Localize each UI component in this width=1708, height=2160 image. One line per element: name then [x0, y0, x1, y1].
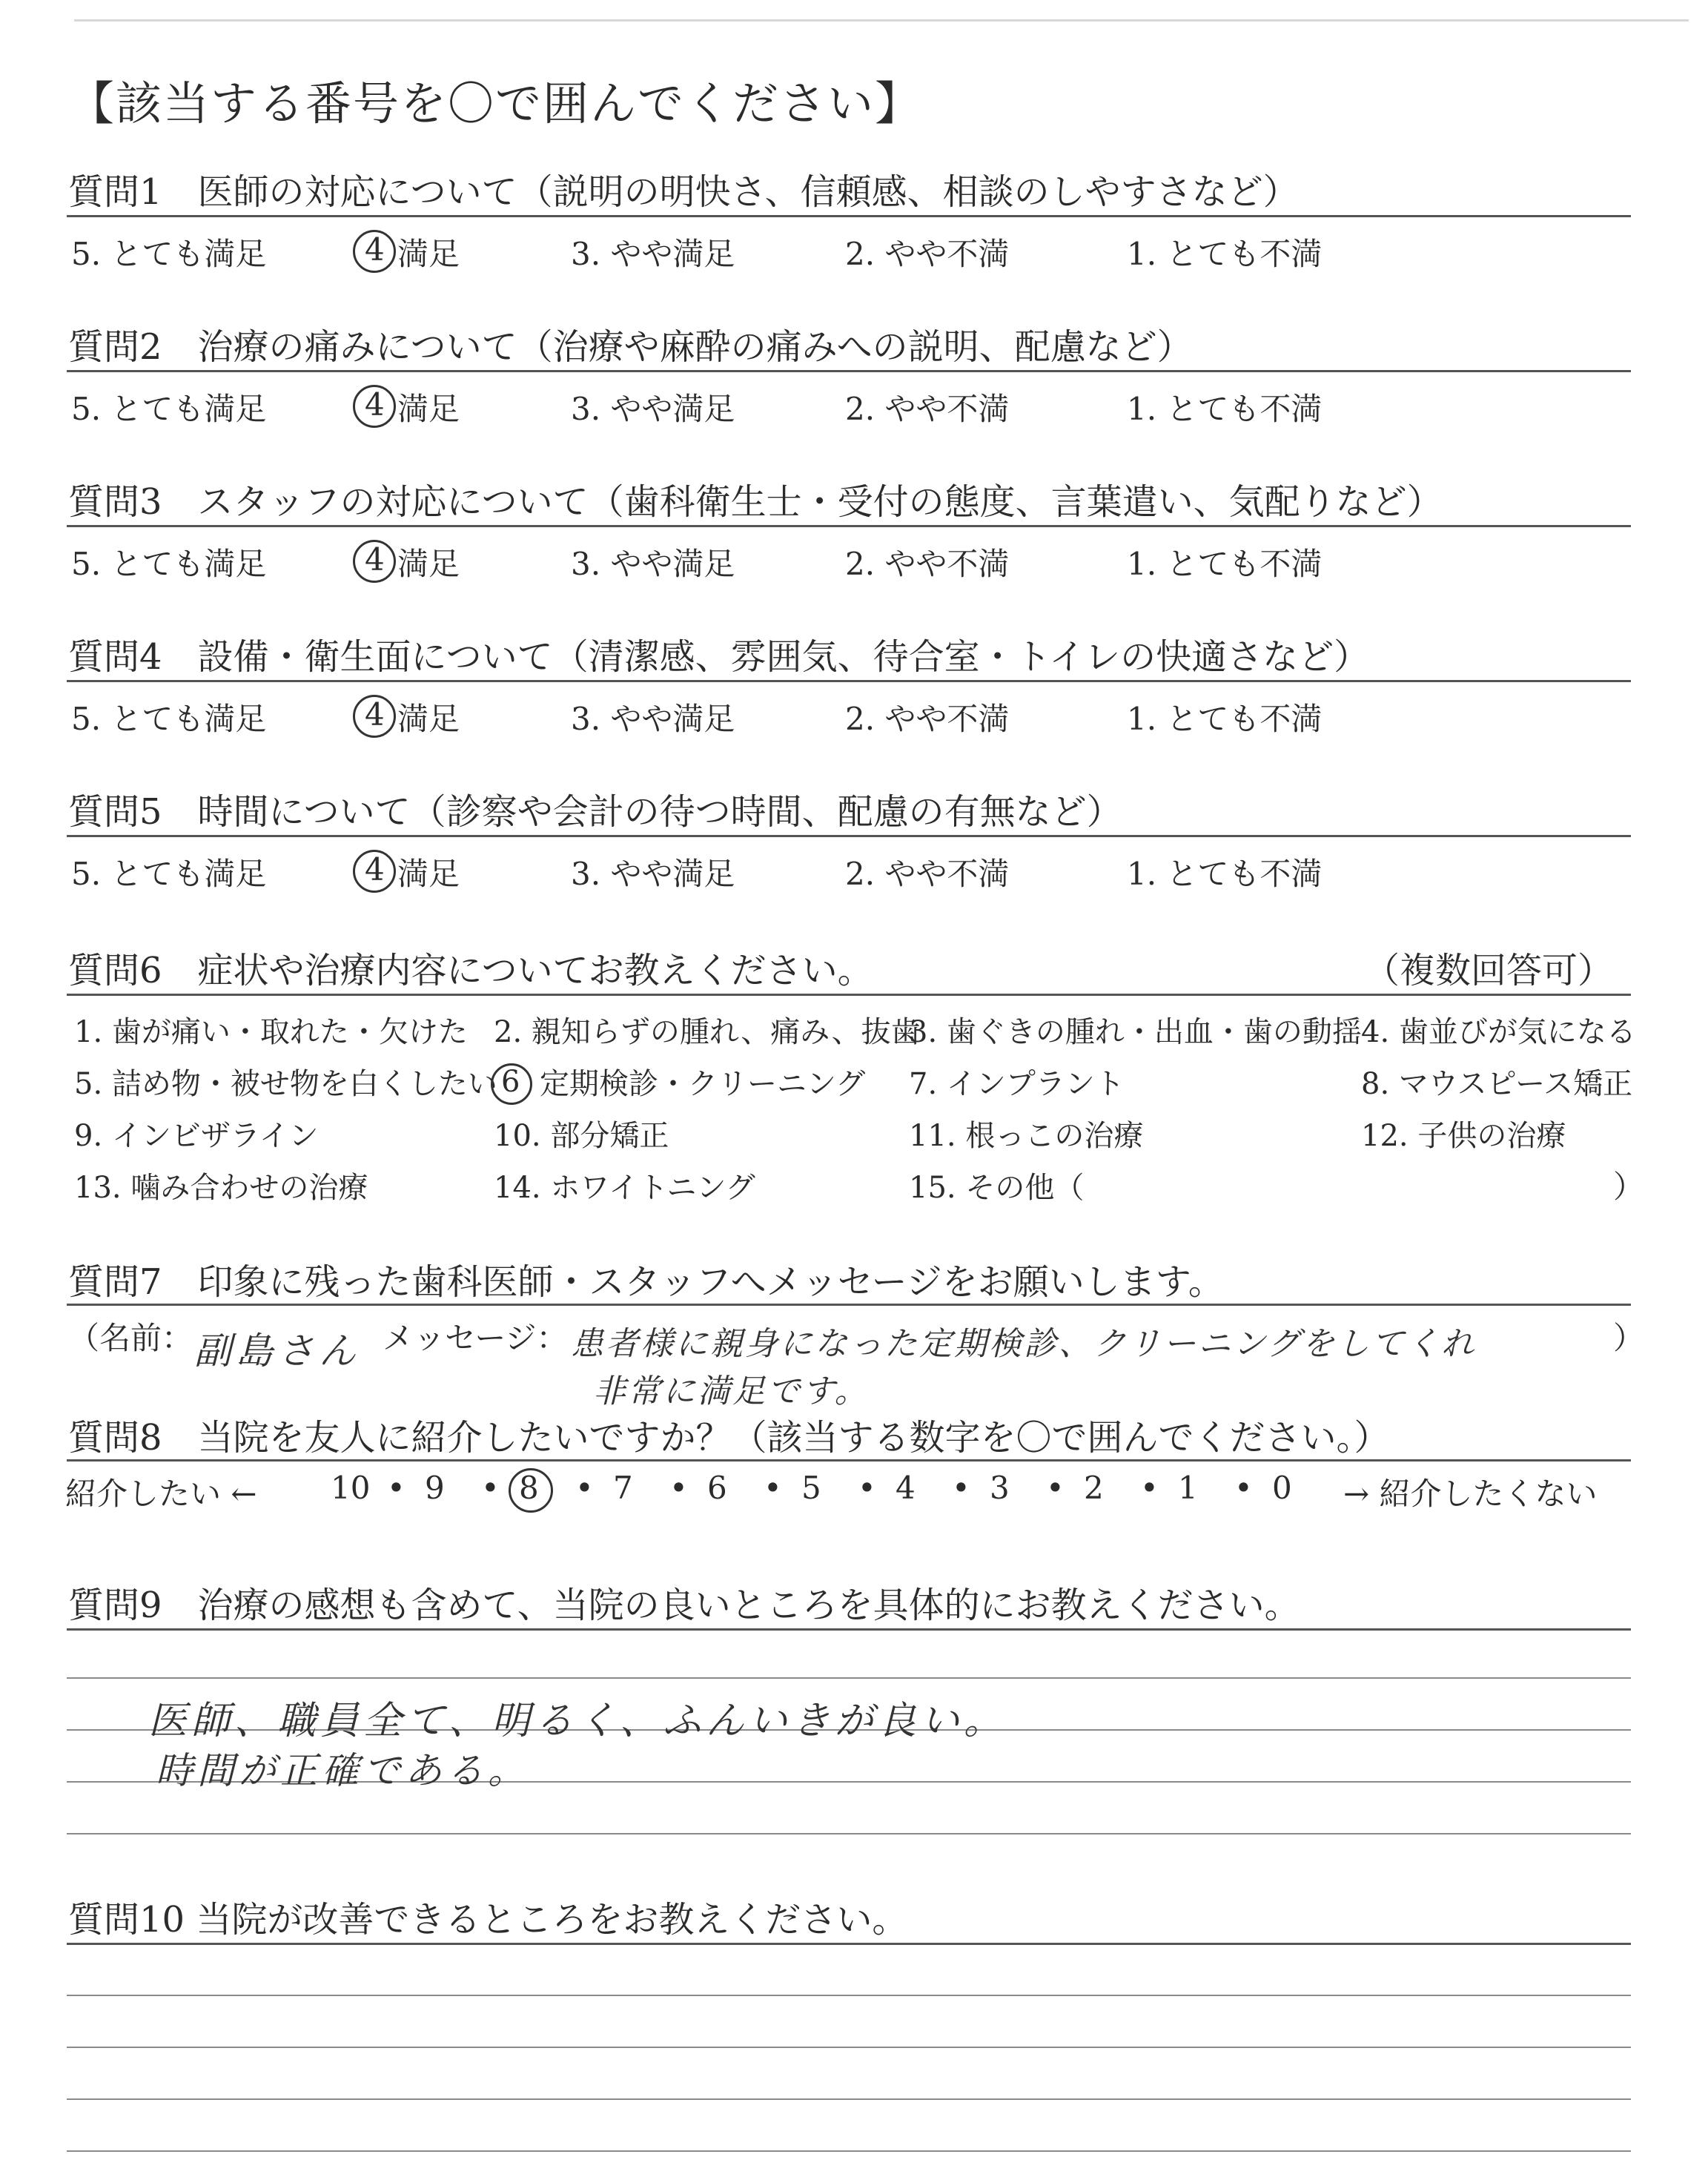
q3-circled-number: 4 — [365, 541, 385, 578]
q4-option-2[interactable]: 3. やや満足 — [571, 701, 735, 737]
q6-option-11[interactable]: 11. 根っこの治療 — [909, 1119, 1144, 1153]
q8-scale-0[interactable]: 0 — [1272, 1470, 1292, 1506]
q10-rule-1 — [67, 1995, 1631, 1996]
q6-rule — [67, 994, 1631, 996]
q8-scale-3[interactable]: 3 — [990, 1470, 1010, 1506]
q6-option-4[interactable]: 4. 歯並びが気になる — [1361, 1015, 1636, 1049]
q8-scale-separator: • — [575, 1470, 594, 1506]
form-header: 【該当する番号を〇で囲んでください】 — [68, 76, 923, 131]
q6-option-1[interactable]: 1. 歯が痛い・取れた・欠けた — [74, 1015, 468, 1049]
q8-scale-separator: • — [387, 1470, 406, 1506]
q1-option-2[interactable]: 3. やや満足 — [571, 236, 735, 272]
q8-scale-9[interactable]: 9 — [425, 1470, 445, 1506]
q4-title: 質問4 設備・衛生面について（清潔感、雰囲気、待合室・トイレの快適さなど） — [68, 636, 1370, 678]
q3-title: 質問3 スタッフの対応について（歯科衛生士・受付の態度、言葉遣い、気配りなど） — [68, 481, 1443, 523]
q6-option-2[interactable]: 2. 親知らずの腫れ、痛み、抜歯 — [494, 1015, 921, 1049]
q8-scale-2[interactable]: 2 — [1084, 1470, 1104, 1506]
q6-option-13[interactable]: 13. 噛み合わせの治療 — [74, 1171, 368, 1205]
q8-scale-separator: • — [1046, 1470, 1065, 1506]
q10-rule-3 — [67, 2098, 1631, 2100]
q8-scale-5[interactable]: 5 — [801, 1470, 821, 1506]
q6-option-6[interactable]: 定期検診・クリーニング — [540, 1067, 866, 1101]
q9-answer-handwritten-1: 医師、職員全て、明るく、ふんいきが良い。 — [148, 1699, 1007, 1743]
q3-option-3[interactable]: 2. やや不満 — [845, 546, 1010, 582]
q8-title: 質問8 当院を友人に紹介したいですか？（該当する数字を〇で囲んでください。） — [68, 1417, 1390, 1459]
q6-option-9[interactable]: 9. インビザライン — [74, 1119, 319, 1153]
q10-title: 質問10 当院が改善できるところをお教えください。 — [68, 1899, 908, 1941]
q2-option-4[interactable]: 1. とても不満 — [1127, 391, 1323, 427]
q5-option-2[interactable]: 3. やや満足 — [571, 856, 735, 892]
q7-name-label: （名前： — [68, 1320, 193, 1356]
q1-rule — [67, 215, 1631, 217]
q8-scale-10[interactable]: 10 — [331, 1470, 371, 1506]
q1-option-3[interactable]: 2. やや不満 — [845, 236, 1010, 272]
q5-option-4[interactable]: 1. とても不満 — [1127, 856, 1323, 892]
q7-message-handwritten-1: 患者様に親身になった定期検診、クリーニングをしてくれ — [571, 1325, 1477, 1363]
q8-circled-answer[interactable] — [509, 1468, 553, 1513]
q1-option-1[interactable]: 満足 — [397, 236, 460, 272]
q8-scale-separator: • — [481, 1470, 500, 1506]
q1-circled-number: 4 — [365, 231, 385, 268]
q2-option-2[interactable]: 3. やや満足 — [571, 391, 735, 427]
q8-scale-8[interactable]: 8 — [519, 1470, 539, 1506]
q6-title: 質問6 症状や治療内容についてお教えください。 — [68, 950, 873, 991]
q7-message-label: メッセージ： — [383, 1320, 568, 1356]
q5-option-3[interactable]: 2. やや不満 — [845, 856, 1010, 892]
q2-option-1[interactable]: 満足 — [397, 391, 460, 427]
q4-option-4[interactable]: 1. とても不満 — [1127, 701, 1323, 737]
q2-option-3[interactable]: 2. やや不満 — [845, 391, 1010, 427]
q8-right-label: → 紹介したくない — [1343, 1476, 1598, 1512]
q2-rule — [67, 370, 1631, 372]
q4-option-3[interactable]: 2. やや不満 — [845, 701, 1010, 737]
q2-option-0[interactable]: 5. とても満足 — [71, 391, 267, 427]
q6-option-12[interactable]: 12. 子供の治療 — [1361, 1119, 1566, 1153]
q7-rule — [67, 1304, 1631, 1306]
q5-title: 質問5 時間について（診察や会計の待つ時間、配慮の有無など） — [68, 791, 1122, 833]
q2-title: 質問2 治療の痛みについて（治療や麻酔の痛みへの説明、配慮など） — [68, 326, 1193, 368]
q8-scale-6[interactable]: 6 — [707, 1470, 727, 1506]
q7-message-handwritten-2: 非常に満足です。 — [593, 1373, 870, 1410]
q9-rule-1 — [67, 1677, 1631, 1679]
q6-note: （複数回答可） — [1364, 950, 1614, 991]
q3-option-0[interactable]: 5. とても満足 — [71, 546, 267, 582]
q5-rule — [67, 835, 1631, 837]
q6-circled-number: 6 — [501, 1065, 520, 1099]
q8-scale-separator: • — [764, 1470, 782, 1506]
q8-scale-separator: • — [1140, 1470, 1159, 1506]
q9-answer-handwritten-2: 時間が正確である。 — [156, 1749, 529, 1792]
q4-option-1[interactable]: 満足 — [397, 701, 460, 737]
q3-option-2[interactable]: 3. やや満足 — [571, 546, 735, 582]
q8-left-label: 紹介したい ← — [65, 1476, 257, 1512]
q4-rule — [67, 680, 1631, 682]
q4-circled-number: 4 — [365, 696, 385, 733]
q6-option-15[interactable]: 15. その他（ — [909, 1171, 1085, 1205]
q6-option-8[interactable]: 8. マウスピース矯正 — [1361, 1067, 1633, 1101]
q4-option-0[interactable]: 5. とても満足 — [71, 701, 267, 737]
q8-scale-separator: • — [1234, 1470, 1253, 1506]
q3-option-1[interactable]: 満足 — [397, 546, 460, 582]
q7-name-handwritten: 副島さん — [194, 1330, 360, 1373]
q6-option-14[interactable]: 14. ホワイトニング — [494, 1171, 755, 1205]
q8-scale-separator: • — [669, 1470, 688, 1506]
q9-rule-4 — [67, 1833, 1631, 1834]
q6-other-close: ） — [1613, 1169, 1645, 1205]
q8-scale-1[interactable]: 1 — [1178, 1470, 1198, 1506]
q9-rule-0 — [67, 1628, 1631, 1631]
q6-option-10[interactable]: 10. 部分矯正 — [494, 1119, 669, 1153]
q6-option-7[interactable]: 7. インプラント — [909, 1067, 1125, 1101]
q8-scale-separator: • — [952, 1470, 970, 1506]
q8-scale-separator: • — [858, 1470, 876, 1506]
q6-option-5[interactable]: 5. 詰め物・被せ物を白くしたい — [74, 1067, 497, 1101]
q8-scale-4[interactable]: 4 — [896, 1470, 916, 1506]
q5-circled-number: 4 — [365, 851, 385, 888]
q3-rule — [67, 525, 1631, 527]
q10-rule-4 — [67, 2150, 1631, 2152]
q7-close: ） — [1613, 1320, 1645, 1356]
q10-rule-0 — [67, 1943, 1631, 1945]
q5-option-1[interactable]: 満足 — [397, 856, 460, 892]
q1-option-0[interactable]: 5. とても満足 — [71, 236, 267, 272]
q5-option-0[interactable]: 5. とても満足 — [71, 856, 267, 892]
q1-option-4[interactable]: 1. とても不満 — [1127, 236, 1323, 272]
top-border — [74, 19, 1689, 22]
q8-rule — [67, 1459, 1631, 1462]
q2-circled-number: 4 — [365, 386, 385, 423]
q9-title: 質問9 治療の感想も含めて、当院の良いところを具体的にお教えください。 — [68, 1585, 1300, 1626]
q10-rule-2 — [67, 2047, 1631, 2048]
q8-scale-7[interactable]: 7 — [613, 1470, 633, 1506]
q7-title: 質問7 印象に残った歯科医師・スタッフへメッセージをお願いします。 — [68, 1261, 1224, 1303]
q6-option-3[interactable]: 3. 歯ぐきの腫れ・出血・歯の動揺 — [909, 1015, 1362, 1049]
q3-option-4[interactable]: 1. とても不満 — [1127, 546, 1323, 582]
q1-title: 質問1 医師の対応について（説明の明快さ、信頼感、相談のしやすさなど） — [68, 171, 1299, 213]
